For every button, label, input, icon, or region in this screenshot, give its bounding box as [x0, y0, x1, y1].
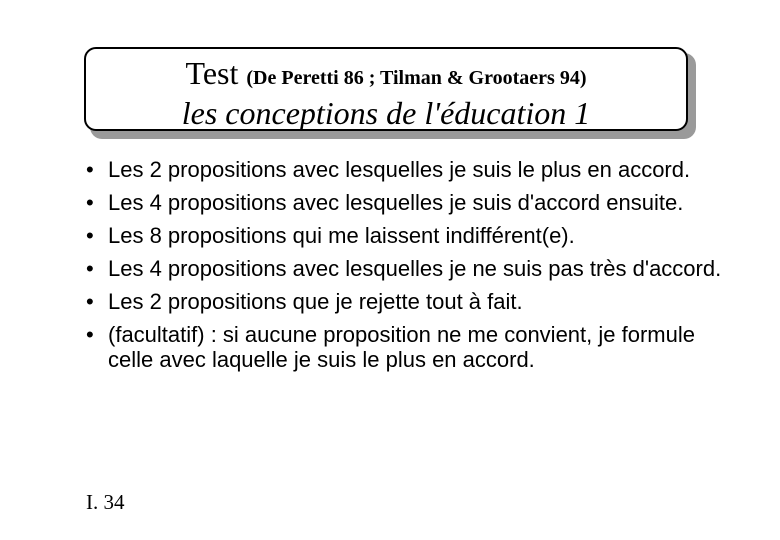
bullet-text: Les 4 propositions avec lesquelles je suis d'accord ensuite.	[108, 190, 684, 215]
bullet-text: Les 4 propositions avec lesquelles je ne suis pas très d'accord.	[108, 256, 722, 281]
bullet-marker: •	[86, 157, 94, 182]
bullet-text: Les 8 propositions qui me laissent indifférent(e).	[108, 223, 575, 248]
bullet-text: (facultatif) : si aucune proposition ne me convient, je formule celle avec laquelle je suis le plus en accord.	[108, 322, 695, 372]
bullet-item	[83, 190, 733, 215]
bullet-marker: •	[86, 256, 94, 281]
bullet-item	[83, 289, 733, 314]
bullet-marker: •	[86, 190, 94, 215]
bullet-list	[83, 157, 733, 380]
title-line-1	[86, 55, 686, 92]
title-line-2: les conceptions de l'éducation 1	[181, 95, 591, 131]
title-subtitle: (De Peretti 86 ; Tilman & Grootaers 94)	[246, 67, 587, 89]
title-main: Test	[185, 55, 239, 91]
slide-number: I. 34	[86, 490, 125, 514]
title-box	[84, 47, 688, 131]
bullet-text: Les 2 propositions que je rejette tout à fait.	[108, 289, 523, 314]
bullet-item	[83, 256, 733, 281]
bullet-item	[83, 322, 733, 372]
bullet-marker: •	[86, 223, 94, 248]
bullet-marker: •	[86, 289, 94, 314]
bullet-text: Les 2 propositions avec lesquelles je suis le plus en accord.	[108, 157, 691, 182]
bullet-marker: •	[86, 322, 94, 347]
bullet-item	[83, 223, 733, 248]
bullet-item	[83, 157, 733, 182]
